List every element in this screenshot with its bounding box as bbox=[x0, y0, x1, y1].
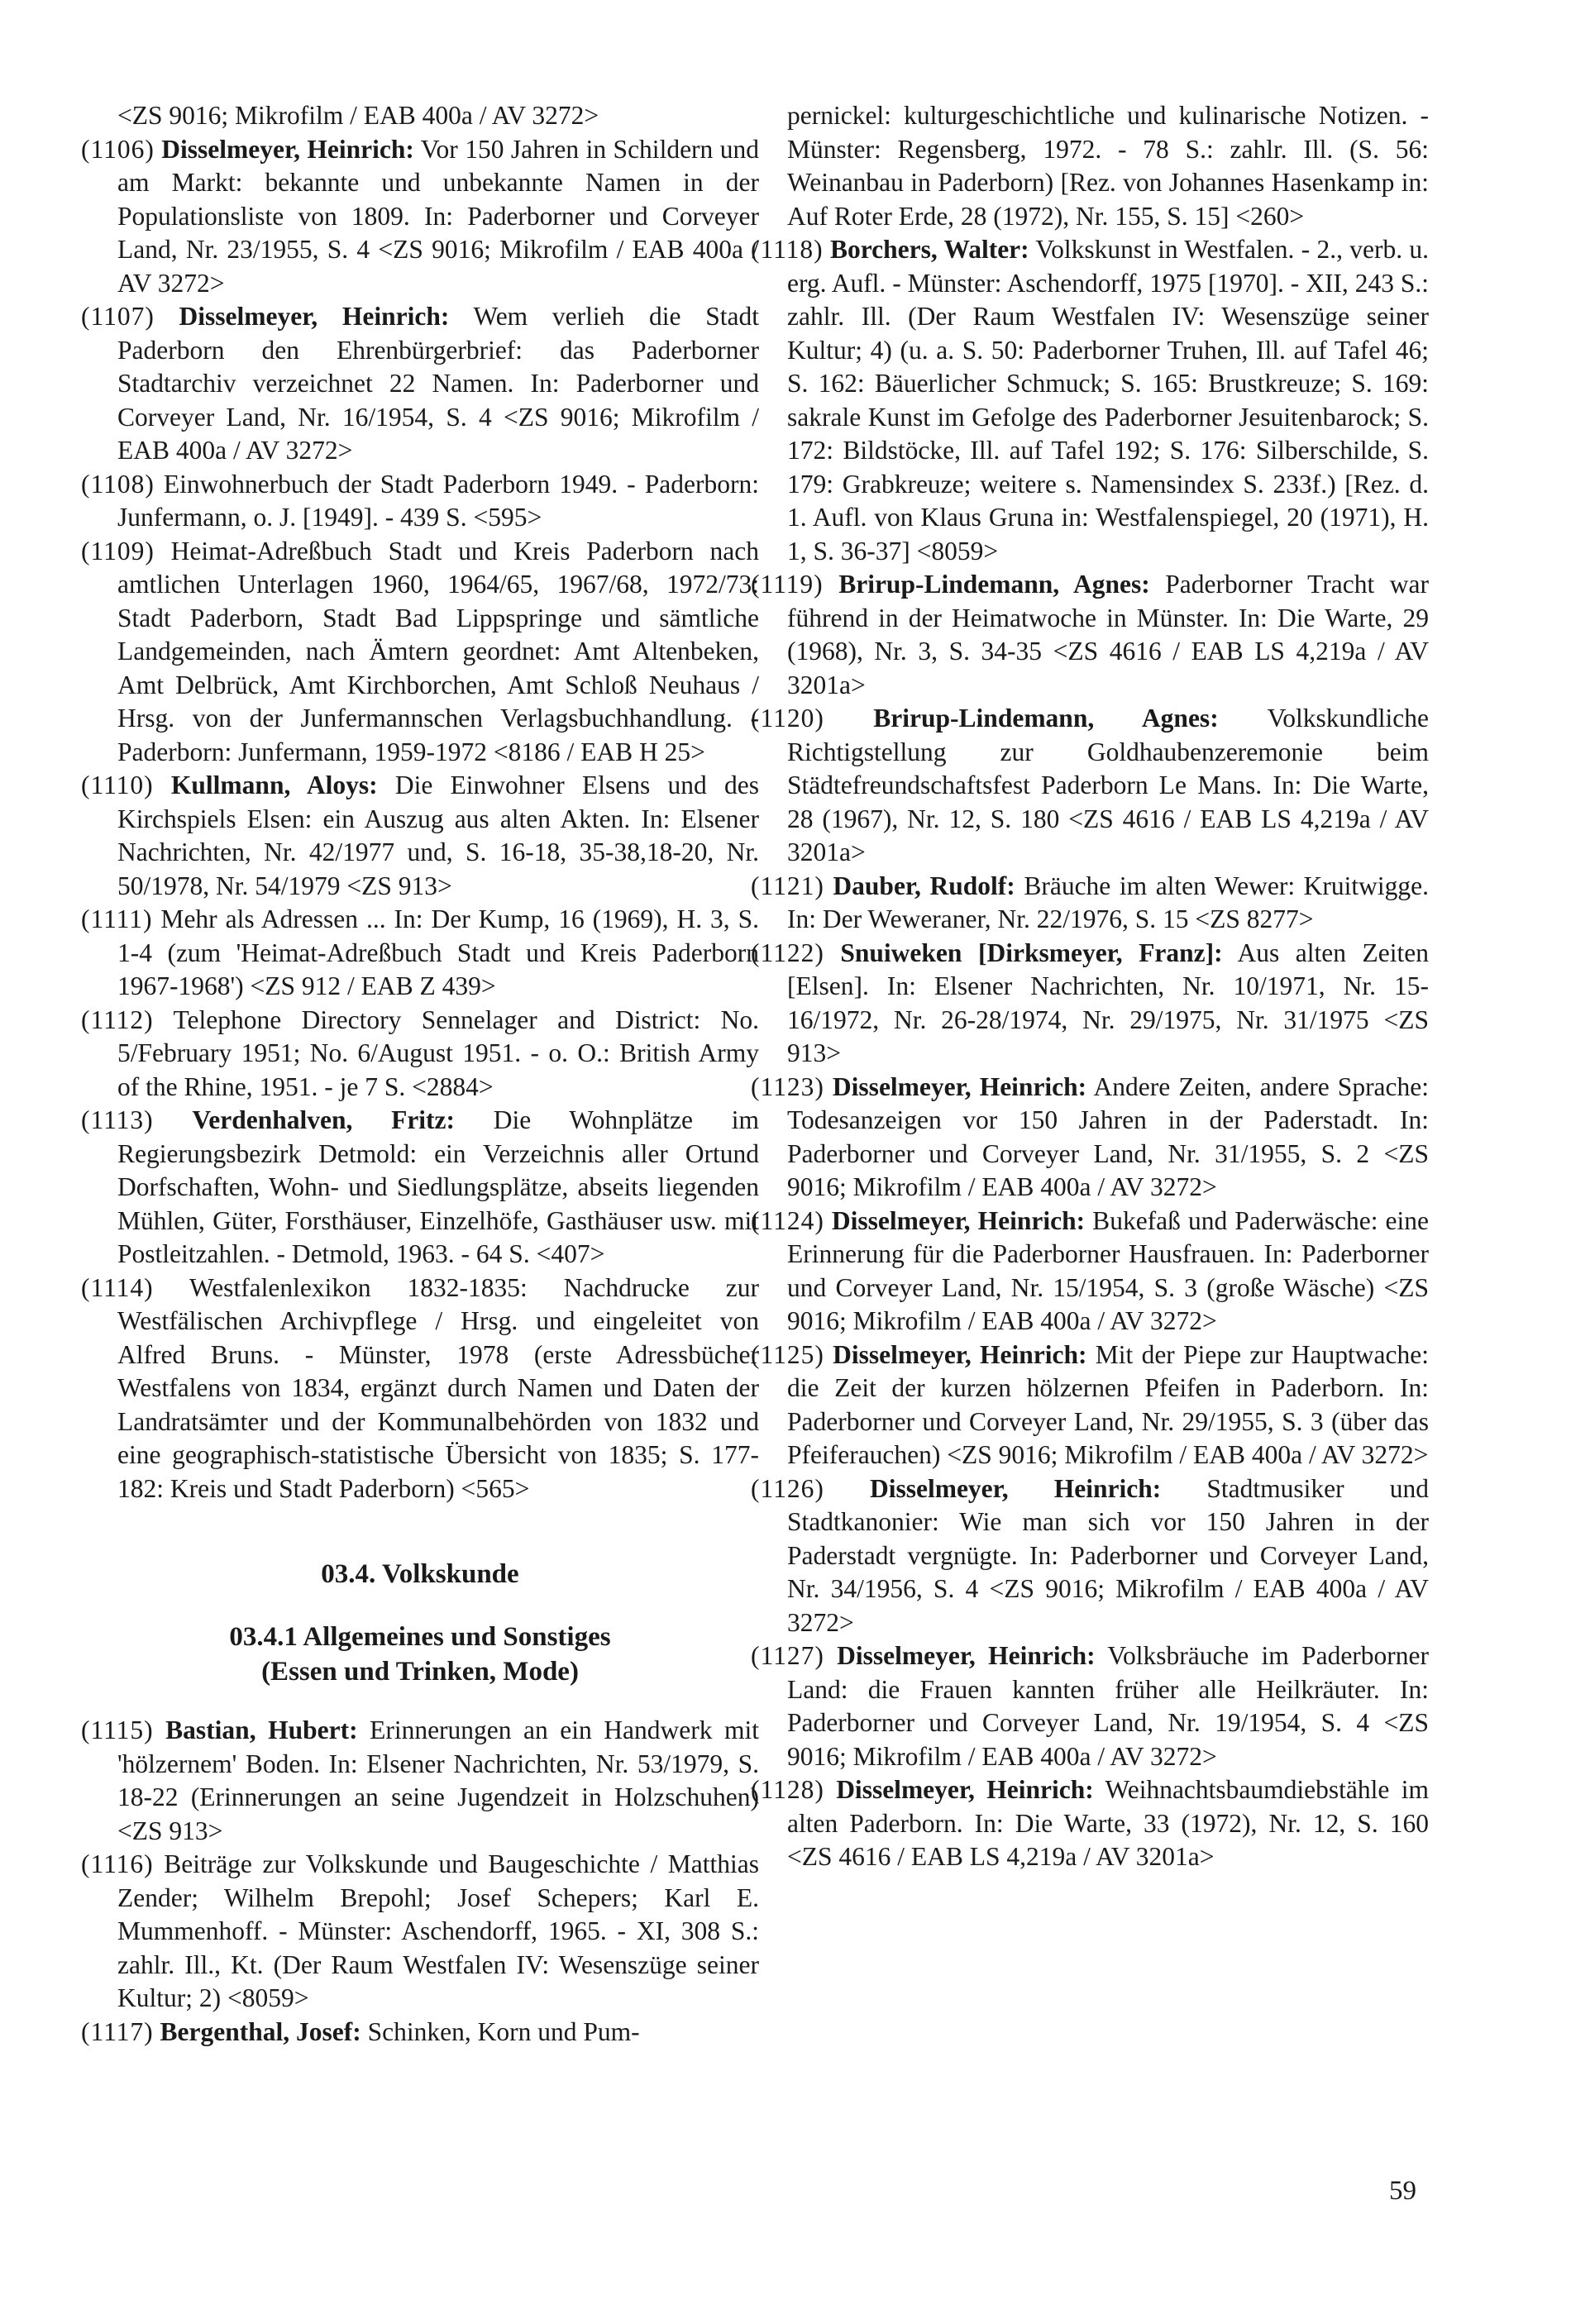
entry-text: Volkskundliche Richtigstellung zur Goldhaubenzeremonie beim Städtefreundschaftsfest Paderborn Le Mans. In: Die Warte, 28 (1967), Nr. 12, S. 180 <ZS 4616 / EAB LS 4,219a / AV 3201a> bbox=[787, 704, 1429, 866]
entry-number: (1109) bbox=[81, 536, 155, 565]
entry-number: (1122) bbox=[751, 938, 824, 967]
entry-text: Erinnerungen an ein Handwerk mit 'hölzernem' Boden. In: Elsener Nachrichten, Nr. 53/1979, S. 18-22 (Erinnerungen an seine Jugendzeit in Holzschuhen) <ZS 913> bbox=[117, 1716, 759, 1845]
entry-text: Westfalenlexikon 1832-1835: Nachdrucke zur Westfälischen Archivpflege / Hrsg. und eingeleitet von Alfred Bruns. - Münster, 1978 (erste Adressbücher Westfalens von 1834, ergänzt durch Namen und Daten der Landratsämter und der Kommunalbehörden von 1832 und eine geographisch-statistische Übersicht von 1835; S. 177-182: Kreis und Stadt Paderborn) <565> bbox=[117, 1272, 759, 1503]
entry-author: Snuiweken [Dirksmeyer, Franz]: bbox=[840, 938, 1223, 967]
bibliography-entry bbox=[751, 937, 1429, 1071]
entry-number: (1118) bbox=[751, 235, 824, 264]
entry-text: Paderborner Tracht war führend in der Heimatwoche in Münster. In: Die Warte, 29 (1968), Nr. 3, S. 34-35 <ZS 4616 / EAB LS 4,219a / AV 3201a> bbox=[787, 570, 1430, 699]
entry-author: Disselmeyer, Heinrich: bbox=[869, 1473, 1162, 1503]
entry-number: (1128) bbox=[751, 1775, 824, 1804]
continuation-text: <ZS 9016; Mikrofilm / EAB 400a / AV 3272> bbox=[117, 101, 599, 130]
entry-text: Mit der Piepe zur Hauptwache: die Zeit der kurzen hölzernen Pfeifen in Paderborn. In: Paderborner und Corveyer Land, Nr. 29/1955, S. 3 (über das Pfeiferauchen) <ZS 9016; Mikrofilm / EAB 400a / AV 3272> bbox=[787, 1339, 1429, 1469]
entry-text: Bräuche im alten Wewer: Kruitwigge. In: Der Weweraner, Nr. 22/1976, S. 15 <ZS 8277> bbox=[787, 871, 1430, 933]
entry-number: (1116) bbox=[81, 1849, 154, 1878]
entry-number: (1113) bbox=[81, 1105, 154, 1134]
entry-number: (1112) bbox=[81, 1005, 154, 1034]
entry-author: Bergenthal, Josef: bbox=[160, 2016, 361, 2046]
subsection-heading bbox=[81, 1620, 759, 1689]
entry-author: Dauber, Rudolf: bbox=[833, 871, 1015, 900]
entry-number: (1114) bbox=[81, 1272, 154, 1302]
entry-number: (1106) bbox=[81, 134, 155, 164]
bibliography-entry bbox=[81, 903, 759, 1004]
entry-author: Brirup-Lindemann, Agnes: bbox=[873, 704, 1219, 733]
entry-number: (1124) bbox=[751, 1205, 824, 1235]
bibliography-entry bbox=[81, 133, 759, 301]
entry-text: Wem verlieh die Stadt Paderborn den Ehrenbürgerbrief: das Paderborner Stadtarchiv verzeichnet 22 Namen. In: Paderborner und Corveyer Land, Nr. 16/1954, S. 4 <ZS 9016; Mikrofilm / EAB 400a / AV 3272> bbox=[117, 302, 759, 465]
entry-text: Weihnachtsbaumdiebstähle im alten Paderborn. In: Die Warte, 33 (1972), Nr. 12, S. 160 <ZS 4616 / EAB LS 4,219a / AV 3201a> bbox=[787, 1775, 1429, 1871]
entry-text: Volkskunst in Westfalen. - 2., verb. u. erg. Aufl. - Münster: Aschendorff, 1975 [1970]. - XII, 243 S.: zahlr. Ill. (Der Raum Westfalen IV: Wesenszüge seiner Kultur; 4) (u. a. S. 50: Paderborner Truhen, Ill. auf Tafel 46; S. 162: Bäuerlicher Schmuck; S. 165: Brustkreuze; S. 169: sakrale Kunst im Gefolge des Paderborner Jesuitenbarock; S. 172: Bildstöcke, Ill. auf Tafel 192; S. 176: Silberschilde, S. 179: Grabkreuze; weitere s. Namensindex S. 233f.) [Rez. d. 1. Aufl. von Klaus Gruna in: Westfalenspiegel, 20 (1971), H. 1, S. 36-37] <8059> bbox=[787, 235, 1430, 565]
bibliography-entry bbox=[751, 233, 1429, 568]
entry-author: Bastian, Hubert: bbox=[165, 1716, 358, 1744]
bibliography-entry bbox=[751, 1339, 1429, 1472]
entry-number: (1115) bbox=[81, 1716, 154, 1744]
bibliography-entry bbox=[751, 1071, 1429, 1205]
entry-author: Kullmann, Aloys: bbox=[170, 771, 378, 799]
entry-text: Schinken, Korn und Pum- bbox=[361, 2016, 640, 2046]
entry-text: Andere Zeiten, andere Sprache: Todesanzeigen vor 150 Jahren in der Paderstadt. In: Paderborner und Corveyer Land, Nr. 31/1955, S. 2 <ZS 9016; Mikrofilm / EAB 400a / AV 3272> bbox=[787, 1071, 1429, 1201]
entry-text: Heimat-Adreßbuch Stadt und Kreis Paderborn nach amtlichen Unterlagen 1960, 1964/65, 1967/68, 1972/73: Stadt Paderborn, Stadt Bad Lippspringe und sämtliche Landgemeinden, nach Ämtern geordnet: Amt Altenbeken, Amt Delbrück, Amt Kirchborchen, Amt Schloß Neuhaus / Hrsg. von der Junfermannschen Verlagsbuchhandlung. - Paderborn: Junfermann, 1959-1972 <8186 / EAB H 25> bbox=[117, 536, 759, 766]
bibliography-entry bbox=[751, 1205, 1429, 1339]
entry-number: (1125) bbox=[751, 1339, 824, 1369]
bibliography-entry bbox=[81, 1104, 759, 1272]
entry-text: Die Wohnplätze im Regierungsbezirk Detmold: ein Verzeichnis aller Ortund Dorfschaften, Wohn- und Siedlungsplätze, abseits liegenden Mühlen, Güter, Forsthäuser, Einzelhöfe, Gasthäuser usw. mit Postleitzahlen. - Detmold, 1963. - 64 S. <407> bbox=[117, 1105, 759, 1268]
bibliography-entry bbox=[751, 1639, 1429, 1773]
section-heading: 03.4. Volkskunde bbox=[321, 1559, 519, 1589]
entry-text: Einwohnerbuch der Stadt Paderborn 1949. - Paderborn: Junfermann, o. J. [1949]. - 439 S. <595> bbox=[117, 469, 759, 532]
bibliography-entry bbox=[81, 1004, 759, 1105]
entry-text: Aus alten Zeiten [Elsen]. In: Elsener Nachrichten, Nr. 10/1971, Nr. 15-16/1972, Nr. 26-28/1974, Nr. 29/1975, Nr. 31/1975 <ZS 913> bbox=[787, 938, 1429, 1067]
right-column bbox=[751, 99, 1429, 1874]
bibliography-entry bbox=[751, 1472, 1429, 1640]
bibliography-entry bbox=[81, 2016, 759, 2050]
entry-text: Beiträge zur Volkskunde und Baugeschichte / Matthias Zender; Wilhelm Brepohl; Josef Schepers; Karl E. Mummenhoff. - Münster: Aschendorff, 1965. - XI, 308 S.: zahlr. Ill., Kt. (Der Raum Westfalen IV: Wesenszüge seiner Kultur; 2) <8059> bbox=[117, 1849, 759, 2012]
entry-number: (1107) bbox=[81, 302, 155, 331]
entry-author: Disselmeyer, Heinrich: bbox=[836, 1775, 1094, 1804]
entry-author: Brirup-Lindemann, Agnes: bbox=[838, 570, 1150, 599]
entry-author: Disselmeyer, Heinrich: bbox=[837, 1641, 1096, 1670]
bibliography-entry bbox=[81, 535, 759, 770]
entry-number: (1119) bbox=[751, 570, 824, 599]
subsection-heading-line: (Essen und Trinken, Mode) bbox=[261, 1657, 579, 1687]
entry-number: (1110) bbox=[81, 771, 154, 799]
bibliography-entry bbox=[751, 1773, 1429, 1874]
entry-text: Stadtmusiker und Stadtkanonier: Wie man sich vor 150 Jahren in der Paderstadt vergnügte. In: Paderborner und Corveyer Land, Nr. 34/1956, S. 4 <ZS 9016; Mikrofilm / EAB 400a / AV 3272> bbox=[787, 1473, 1429, 1637]
entry-number: (1127) bbox=[751, 1641, 824, 1670]
entry-author: Disselmeyer, Heinrich: bbox=[831, 1205, 1086, 1235]
entry-text: Die Einwohner Elsens und des Kirchspiels Elsen: ein Auszug aus alten Akten. In: Elsener Nachrichten, Nr. 42/1977 und, S. 16-18, 35-38,18-20, Nr. 50/1978, Nr. 54/1979 <ZS 913> bbox=[117, 771, 759, 900]
entry-author: Disselmeyer, Heinrich: bbox=[179, 302, 450, 331]
continuation-text: pernickel: kulturgeschichtliche und kulinarische Notizen. - Münster: Regensberg, 1972. - 78 S.: zahlr. Ill. (S. 56: Weinanbau in Paderborn) [Rez. von Johannes Hasenkamp in: Auf Roter Erde, 28 (1972), Nr. 155, S. 15] <260> bbox=[787, 101, 1429, 231]
entry-number: (1123) bbox=[751, 1071, 824, 1101]
bibliography-entry bbox=[751, 870, 1429, 937]
entry-text: Mehr als Adressen ... In: Der Kump, 16 (1969), H. 3, S. 1-4 (zum 'Heimat-Adreßbuch Stadt und Kreis Paderborn 1967-1968') <ZS 912 / EAB Z 439> bbox=[117, 904, 759, 1000]
bibliography-entry bbox=[81, 769, 759, 903]
entry-text: Telephone Directory Sennelager and District: No. 5/February 1951; No. 6/August 1951. - o. O.: British Army of the Rhine, 1951. - je 7 S. <2884> bbox=[117, 1005, 759, 1101]
page-number: 59 bbox=[1389, 2176, 1416, 2206]
entry-number: (1126) bbox=[751, 1473, 824, 1503]
bibliography-entry bbox=[751, 568, 1429, 702]
entry-author: Disselmeyer, Heinrich: bbox=[833, 1339, 1087, 1369]
entry-author: Disselmeyer, Heinrich: bbox=[832, 1071, 1087, 1101]
entry-text: Volksbräuche im Paderborner Land: die Frauen kannten früher alle Heilkräuter. In: Paderborner und Corveyer Land, Nr. 19/1954, S. 4 <ZS 9016; Mikrofilm / EAB 400a / AV 3272> bbox=[787, 1641, 1429, 1771]
entry-number: (1121) bbox=[751, 871, 824, 900]
bibliography-entry bbox=[81, 468, 759, 535]
entry-text: Vor 150 Jahren in Schildern und am Markt: bekannte und unbekannte Namen in der Populationsliste von 1809. In: Paderborner und Corveyer Land, Nr. 23/1955, S. 4 <ZS 9016; Mikrofilm / EAB 400a / AV 3272> bbox=[117, 134, 760, 298]
entry-author: Borchers, Walter: bbox=[829, 235, 1029, 264]
bibliography-entry bbox=[81, 1272, 759, 1506]
entry-number: (1111) bbox=[81, 904, 153, 933]
bibliography-entry bbox=[81, 1848, 759, 2016]
entry-number: (1108) bbox=[81, 469, 155, 499]
bibliography-entry bbox=[81, 1714, 759, 1848]
entry-number: (1120) bbox=[751, 704, 824, 733]
entry-author: Verdenhalven, Fritz: bbox=[192, 1105, 456, 1134]
entry-text: Bukefaß und Paderwäsche: eine Erinnerung für die Paderborner Hausfrauen. In: Paderborner und Corveyer Land, Nr. 15/1954, S. 3 (große Wäsche) <ZS 9016; Mikrofilm / EAB 400a / AV 3272> bbox=[787, 1205, 1429, 1335]
bibliography-entry bbox=[81, 300, 759, 468]
entry-number: (1117) bbox=[81, 2016, 154, 2046]
left-column bbox=[81, 99, 759, 2049]
entry-author: Disselmeyer, Heinrich: bbox=[161, 134, 414, 164]
bibliography-entry bbox=[751, 702, 1429, 870]
subsection-heading-line: 03.4.1 Allgemeines und Sonstiges bbox=[229, 1622, 611, 1652]
